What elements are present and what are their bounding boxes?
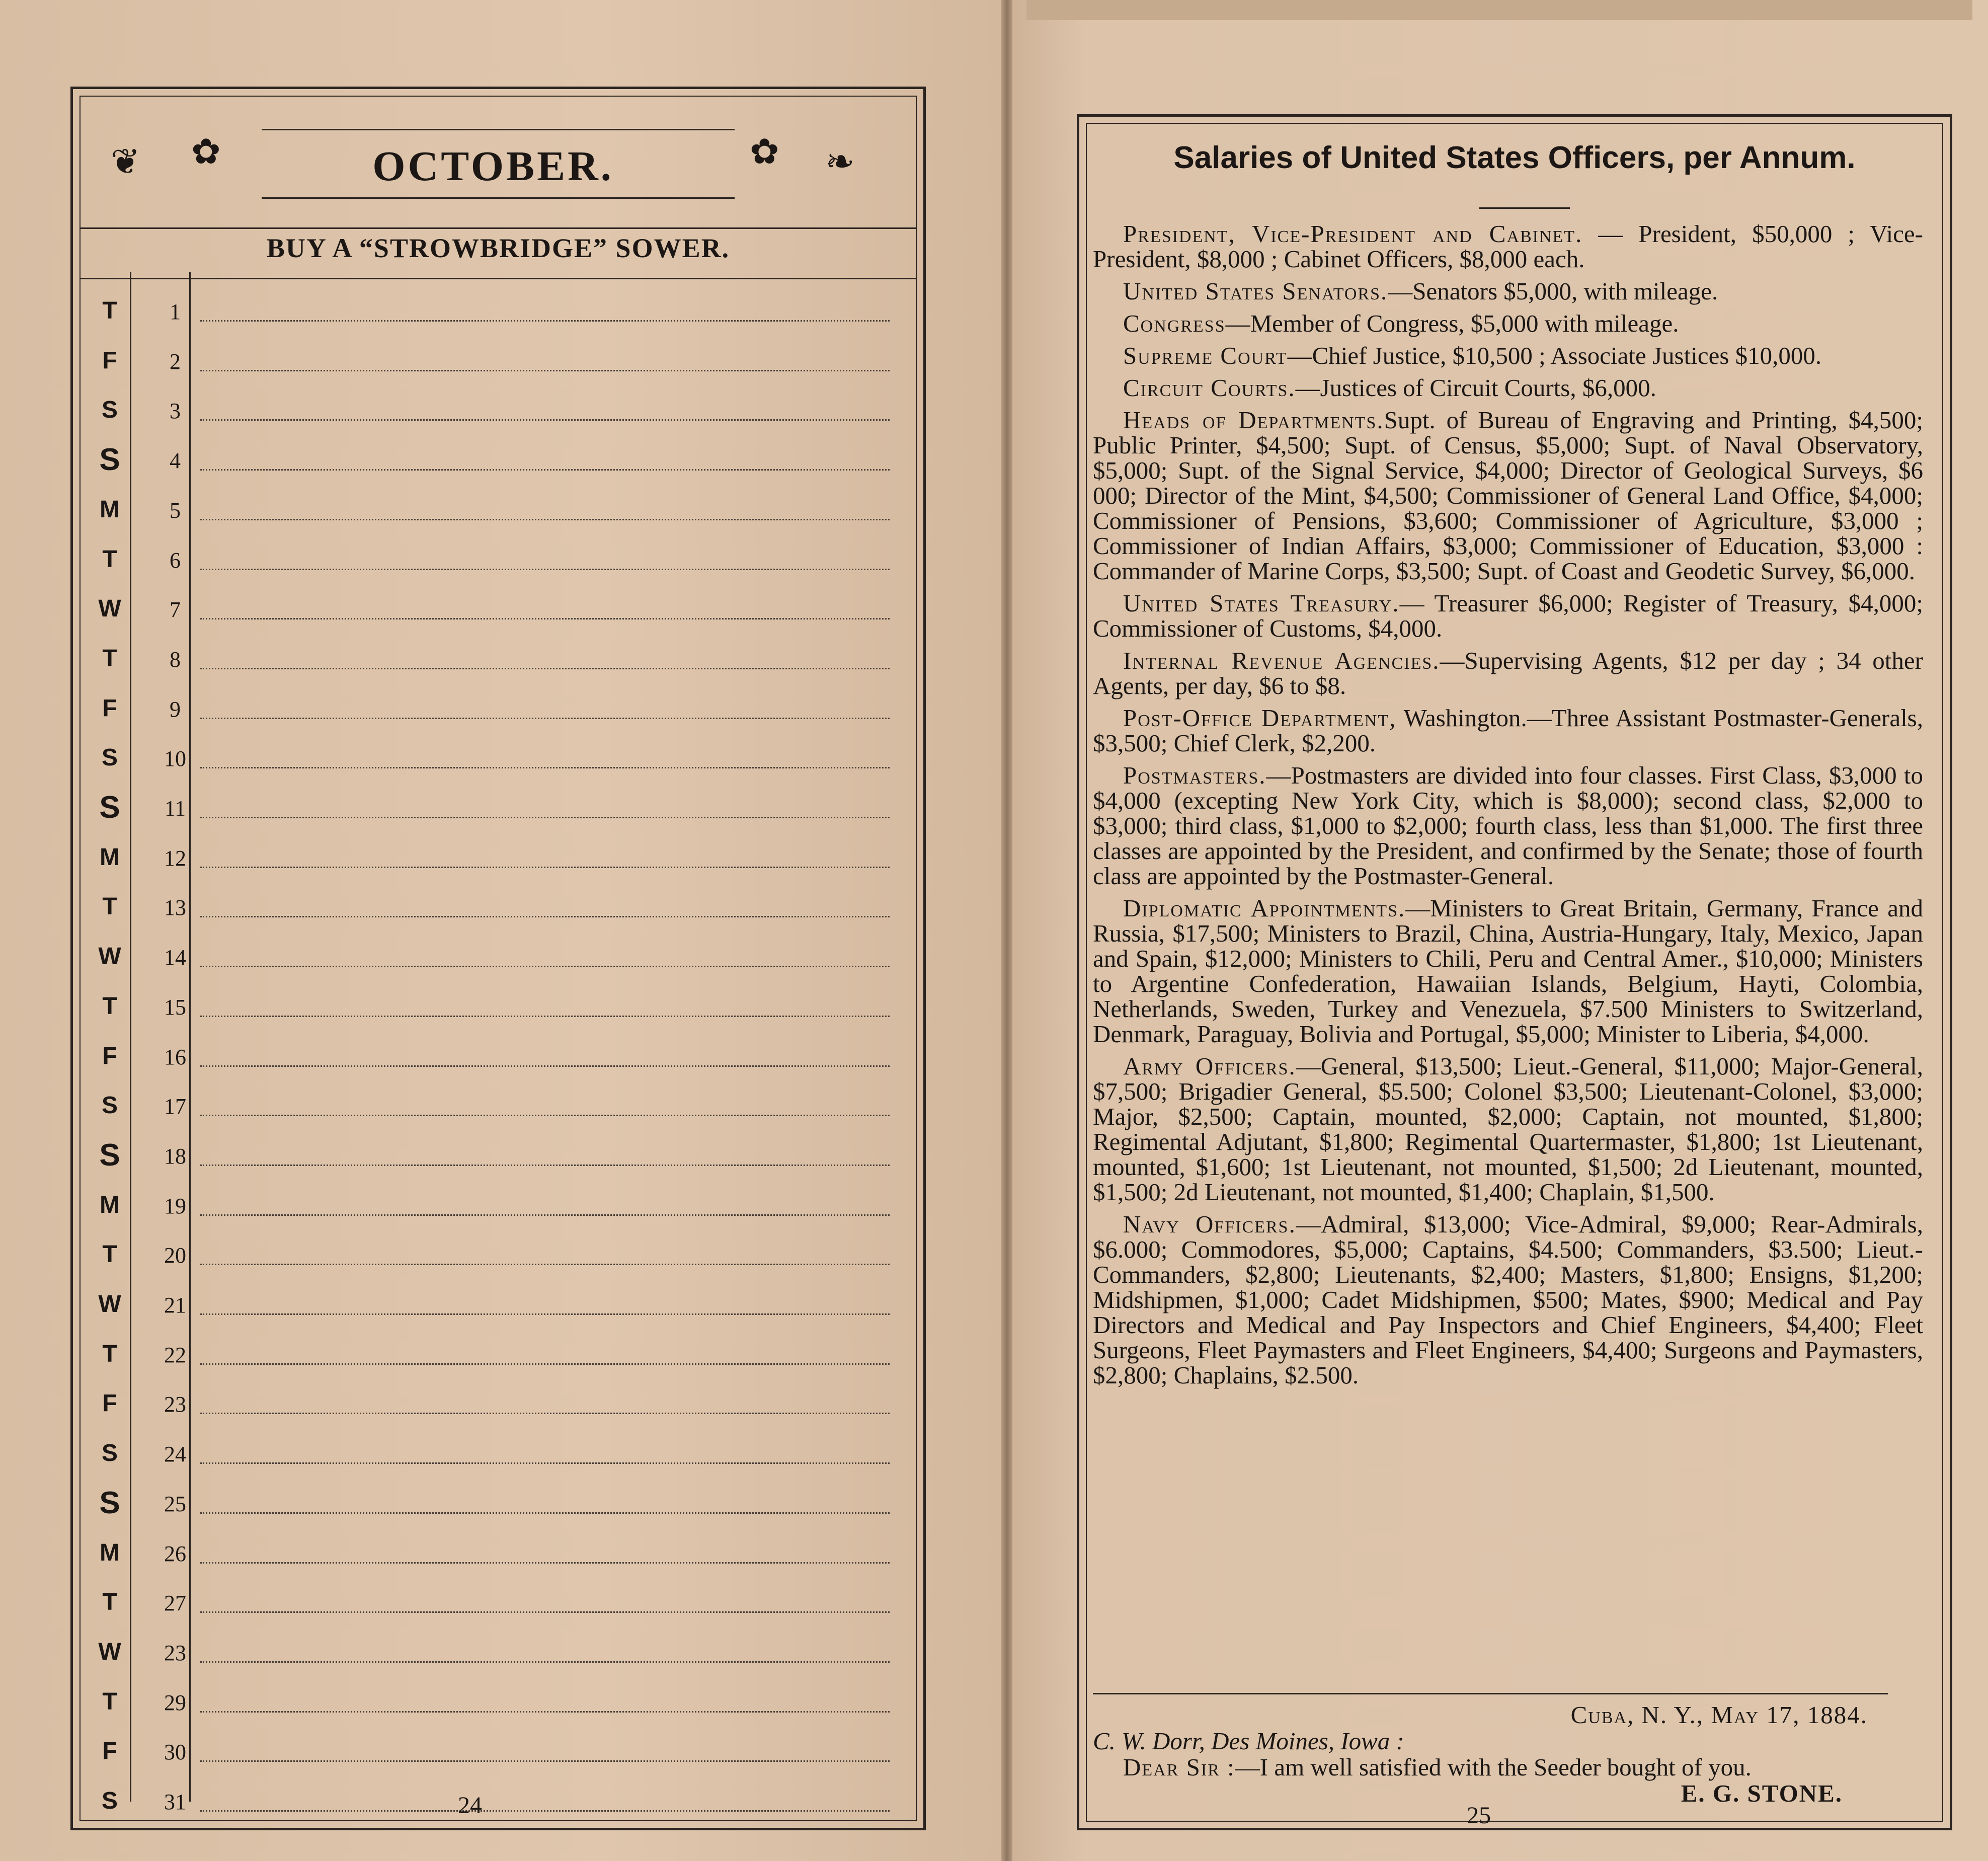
day-entry-line — [200, 1562, 890, 1564]
salary-section-text: — Treasurer $6,000; Register of Treasury, $4,000; Commissioner of Customs, $4,000. — [1093, 589, 1923, 642]
month-title: OCTOBER. — [372, 143, 614, 190]
advert-subtitle: BUY A “STROWBRIDGE” SOWER. — [266, 233, 730, 263]
calendar-day-row — [79, 981, 915, 1032]
calendar-day-row — [79, 1428, 915, 1479]
salary-section — [1093, 763, 1923, 889]
day-entry-line — [200, 320, 890, 322]
testimonial-letter — [1093, 1702, 1898, 1807]
salary-section-heading: Heads of Departments. — [1123, 406, 1384, 434]
salary-section — [1093, 648, 1923, 699]
day-number: 17 — [164, 1094, 186, 1119]
left-page-number: 24 — [458, 1792, 482, 1819]
day-number: 16 — [164, 1044, 186, 1069]
day-entry-line — [200, 966, 890, 967]
calendar-day-row — [79, 1080, 915, 1131]
day-entry-line — [200, 767, 890, 768]
day-entry-line — [200, 1760, 890, 1762]
day-of-week-letter: S — [99, 790, 120, 825]
day-of-week-letter: S — [101, 744, 118, 771]
calendar-day-row — [79, 1677, 915, 1727]
letter-rule — [1093, 1693, 1888, 1694]
day-of-week-letter: W — [98, 1638, 121, 1665]
salary-section-text: —Admiral, $13,000; Vice-Admiral, $9,000; Rear-Admirals, $6.000; Commodores, $5,000; Captains, $4.500; Commanders, $3.500; Lieut.-Commanders, $2,800; Lieutenants, $2,400; Masters, $1,800; Ensigns, $1,200; Midshipmen, $1,000; Cadet Midshipmen, $500; Mates, $900; Medical and Pay Directors and Medical and Pay Inspectors and Chief Engineers, $4,400; Fleet Surgeons, Fleet Paymasters and Fleet Engineers, $4,400; Surgeons and Paymasters, $2,800; Chaplains, $2.500. — [1093, 1210, 1923, 1389]
salary-section-text: —Justices of Circuit Courts, $6,000. — [1295, 374, 1656, 402]
day-of-week-letter: F — [102, 1738, 117, 1765]
salary-section — [1093, 1054, 1923, 1205]
salary-section-heading: Supreme Court — [1123, 342, 1288, 369]
day-number: 26 — [164, 1541, 186, 1566]
salary-section-text: —Ministers to Great Britain, Germany, France and Russia, $17,500; Ministers to Brazil, China, Austria-Hungary, Italy, Mexico, Japan and Spain, $12,000; Ministers to Chili, Peru and Central Amer., $10,000; Ministers to Argentine Confederation, Hawaiian Islands, Belgium, Hayti, Colombia, Netherlands, Sweden, Turkey and Venezuela, $7.500 Ministers to Switzerland, Denmark, Paraguay, Bolivia and Portugal, $5,000; Minister to Liberia, $4,000. — [1093, 894, 1924, 1048]
calendar-day-row — [79, 634, 915, 684]
calendar-day-row — [79, 534, 915, 585]
salary-section-text: Washington.—Three Assistant Postmaster-Generals, $3,500; Chief Clerk, $2,200. — [1093, 704, 1923, 757]
day-number: 30 — [164, 1740, 186, 1765]
day-of-week-letter: T — [102, 645, 117, 672]
day-entry-line — [200, 1413, 890, 1414]
day-of-week-letter: S — [101, 1788, 118, 1814]
calendar-day-row — [79, 832, 915, 883]
salary-section-heading: United States Senators. — [1123, 277, 1388, 305]
leaf-ornament-right-icon: ✿ — [750, 133, 779, 172]
day-number: 20 — [164, 1243, 186, 1268]
day-of-week-letter: W — [98, 943, 121, 970]
letter-text: —I am well satisfied with the Seeder bought of you. — [1235, 1753, 1752, 1781]
calendar-day-row — [79, 1627, 915, 1677]
day-of-week-letter: W — [98, 595, 121, 623]
day-number: 4 — [170, 448, 181, 474]
day-entry-line — [200, 1313, 890, 1315]
day-entry-line — [200, 1165, 890, 1166]
day-number: 1 — [170, 299, 181, 324]
salary-section-heading: Post-Office Department, — [1123, 704, 1397, 732]
letter-body — [1093, 1754, 1898, 1780]
day-of-week-letter: F — [102, 1042, 117, 1069]
vine-ornament-left-icon: ❦ — [111, 143, 140, 182]
salaries-title: Salaries of United States Officers, per Annum. — [1173, 140, 1856, 175]
day-entry-line — [200, 1363, 890, 1365]
day-of-week-letter: F — [102, 694, 117, 722]
day-of-week-letter: M — [100, 496, 120, 523]
day-number: 13 — [164, 895, 186, 920]
day-number: 14 — [164, 945, 186, 970]
day-of-week-letter: T — [102, 992, 117, 1020]
day-number: 11 — [164, 796, 186, 821]
calendar-day-row — [79, 1478, 915, 1528]
salary-section-text: — President, $50,000 ; Vice-President, $8,000 ; Cabinet Officers, $8,000 each. — [1093, 220, 1923, 273]
day-entry-line — [200, 1115, 890, 1116]
calendar-day-row — [79, 435, 915, 485]
salary-section-heading: President, Vice-President and Cabinet. — [1123, 220, 1583, 248]
day-number: 23 — [164, 1640, 186, 1665]
calendar-day-row — [79, 783, 915, 833]
letter-dateline: Cuba, N. Y., May 17, 1884. — [1570, 1701, 1868, 1729]
day-of-week-letter: S — [99, 1137, 120, 1173]
calendar-day-row — [79, 385, 915, 435]
day-entry-line — [200, 469, 890, 471]
day-entry-line — [200, 1462, 890, 1464]
letter-signature: E. G. STONE. — [1681, 1779, 1843, 1807]
day-entry-line — [200, 668, 890, 669]
day-of-week-letter: S — [101, 1092, 118, 1119]
salary-section-heading: Circuit Courts. — [1123, 374, 1296, 402]
day-entry-line — [200, 1810, 890, 1812]
day-entry-line — [200, 419, 890, 421]
day-entry-line — [200, 1611, 890, 1613]
salary-section-text: —Postmasters are divided into four classes. First Class, $3,000 to $4,000 (excepting New York City, which is $8,000); second class, $2,000 to $3,000; third class, $1,000 to $2,000; fourth class, less than $1,000. The first three classes are appointed by the President, and confirmed by the Senate; those of fourth class are appointed by the Postmaster-General. — [1093, 761, 1923, 890]
day-entry-line — [200, 1661, 890, 1663]
day-entry-line — [200, 1264, 890, 1265]
day-entry-line — [200, 1711, 890, 1713]
day-entry-line — [200, 370, 890, 371]
salary-section-text: Supt. of Bureau of Engraving and Printing, $4,500; Public Printer, $4,500; Supt. of Census, $5,000; Supt. of Naval Observatory, $5,000; Supt. of the Signal Service, $4,000; Director of Geological Surveys, $6 000; Director of the Mint, $4,500; Commissioner of General Land Office, $4,000; Commissioner of Pensions, $3,600; Commissioner of Agriculture, $3,000 ; Commissioner of Indian Affairs, $3,000; Commissioner of Education, $3,000 : Commander of Marine Corps, $3,500; Supt. of Coast and Geodetic Survey, $6,000. — [1093, 406, 1923, 585]
day-entry-line — [200, 1065, 890, 1067]
calendar-day-row — [79, 1329, 915, 1379]
salary-section-text: —General, $13,500; Lieut.-General, $11,000; Major-General, $7,500; Brigadier General, $5.500; Colonel $3,500; Lieutenant-Colonel, $3,000; Major, $2,500; Captain, mounted, $2,000; Captain, not mounted, $1,800; Regimental Adjutant, $1,800; Regimental Quartermaster, $1,800; 1st Lieutenant, mounted, $1,600; 1st Lieutenant, not mounted, $1,500; 2d Lieutenant, mounted, $1,500; 2d Lieutenant, not mounted, $1,400; Chaplain, $1,500. — [1093, 1052, 1923, 1206]
day-of-week-letter: T — [102, 893, 117, 920]
day-number: 10 — [164, 746, 186, 771]
salary-section-heading: Navy Officers. — [1123, 1210, 1296, 1238]
letter-salutation: Dear Sir : — [1123, 1753, 1235, 1781]
salary-section-heading: Army Officers. — [1123, 1052, 1296, 1080]
salary-section — [1093, 343, 1923, 368]
salary-section-heading: Congress — [1123, 309, 1226, 337]
day-number: 7 — [170, 597, 181, 623]
day-of-week-letter: S — [99, 442, 120, 478]
right-page-number: 25 — [1467, 1802, 1491, 1829]
salary-section-text: —Member of Congress, $5,000 with mileage. — [1225, 309, 1679, 337]
calendar-day-row — [79, 1180, 915, 1230]
day-entry-line — [200, 817, 890, 818]
day-of-week-letter: S — [99, 1485, 120, 1520]
subtitle-rule — [79, 278, 917, 279]
salary-section — [1093, 375, 1923, 401]
calendar-day-row — [79, 882, 915, 932]
day-of-week-letter: T — [102, 1241, 117, 1268]
salary-section-text: —Senators $5,000, with mileage. — [1388, 277, 1718, 305]
salary-section-heading: Diplomatic Appointments. — [1123, 894, 1406, 922]
salary-section-text: —Supervising Agents, $12 per day ; 34 other Agents, per day, $6 to $8. — [1093, 647, 1923, 700]
header-rule — [79, 227, 917, 229]
salary-section-text: —Chief Justice, $10,500 ; Associate Justices $10,000. — [1287, 342, 1822, 369]
day-of-week-letter: F — [102, 1390, 117, 1417]
day-entry-line — [200, 867, 890, 868]
leaf-ornament-left-icon: ✿ — [191, 133, 221, 172]
day-entry-line — [200, 1512, 890, 1514]
calendar-day-row — [79, 485, 915, 535]
day-number: 18 — [164, 1143, 186, 1169]
salary-section — [1093, 1212, 1923, 1388]
day-number: 27 — [164, 1591, 186, 1616]
salary-section — [1093, 896, 1923, 1047]
day-entry-line — [200, 519, 890, 520]
banner-bottom-rule — [262, 197, 735, 199]
salary-section — [1093, 311, 1923, 336]
day-number: 12 — [164, 845, 186, 871]
day-number: 25 — [164, 1491, 186, 1516]
calendar-day-row — [79, 1031, 915, 1081]
day-entry-line — [200, 916, 890, 917]
calendar-day-row — [79, 1528, 915, 1578]
banner-top-rule — [262, 129, 735, 130]
vine-ornament-right-icon: ❧ — [825, 143, 855, 182]
day-number: 3 — [170, 399, 181, 424]
day-number: 31 — [164, 1790, 186, 1814]
calendar-day-row — [79, 1776, 915, 1826]
calendar-day-row — [79, 584, 915, 634]
calendar-day-row — [79, 1577, 915, 1627]
day-entry-line — [200, 618, 890, 619]
day-of-week-letter: T — [102, 297, 117, 324]
day-number: 19 — [164, 1193, 186, 1218]
salary-section — [1093, 408, 1923, 584]
salary-section-heading: Internal Revenue Agencies. — [1123, 647, 1440, 674]
calendar-day-row — [79, 1279, 915, 1330]
calendar-day-row — [79, 733, 915, 783]
day-number: 8 — [170, 647, 181, 672]
day-number: 23 — [164, 1392, 186, 1417]
title-rule — [1479, 207, 1570, 209]
day-number: 29 — [164, 1690, 186, 1715]
day-number: 9 — [170, 696, 181, 722]
day-of-week-letter: T — [102, 1688, 117, 1715]
calendar-day-row — [79, 1378, 915, 1429]
calendar-day-row — [79, 683, 915, 734]
day-of-week-letter: S — [101, 1440, 118, 1467]
calendar-day-row — [79, 336, 915, 386]
day-of-week-letter: S — [101, 397, 118, 424]
salary-section — [1093, 279, 1923, 304]
day-number: 22 — [164, 1342, 186, 1367]
day-entry-line — [200, 718, 890, 719]
day-of-week-letter: M — [100, 1191, 120, 1218]
day-entry-line — [200, 1214, 890, 1216]
letter-addressee: C. W. Dorr, Des Moines, Iowa : — [1093, 1727, 1404, 1755]
day-number: 6 — [170, 548, 181, 573]
day-of-week-letter: T — [102, 1589, 117, 1616]
book-gutter — [1001, 0, 1012, 1861]
calendar-day-row — [79, 286, 915, 336]
day-number: 24 — [164, 1442, 186, 1467]
day-number: 2 — [170, 349, 181, 374]
salary-sections — [1093, 221, 1923, 1395]
calendar-day-row — [79, 1726, 915, 1776]
day-of-week-letter: W — [98, 1291, 121, 1317]
day-of-week-letter: M — [100, 1539, 120, 1566]
calendar-day-row — [79, 1130, 915, 1181]
calendar-day-row — [79, 1229, 915, 1280]
day-of-week-letter: F — [102, 347, 117, 374]
day-of-week-letter: T — [102, 1340, 117, 1367]
page-top-edge — [1026, 0, 1972, 20]
day-of-week-letter: M — [100, 843, 120, 871]
day-entry-line — [200, 569, 890, 570]
salary-section-heading: United States Treasury. — [1123, 589, 1400, 617]
day-number: 21 — [164, 1293, 186, 1317]
salary-section-heading: Postmasters. — [1123, 761, 1266, 789]
day-number: 5 — [170, 498, 181, 523]
day-entry-line — [200, 1016, 890, 1017]
salary-section — [1093, 591, 1923, 641]
day-of-week-letter: T — [102, 546, 117, 573]
day-number: 15 — [164, 994, 186, 1020]
salary-section — [1093, 706, 1923, 756]
salary-section — [1093, 221, 1923, 272]
calendar-day-row — [79, 932, 915, 982]
